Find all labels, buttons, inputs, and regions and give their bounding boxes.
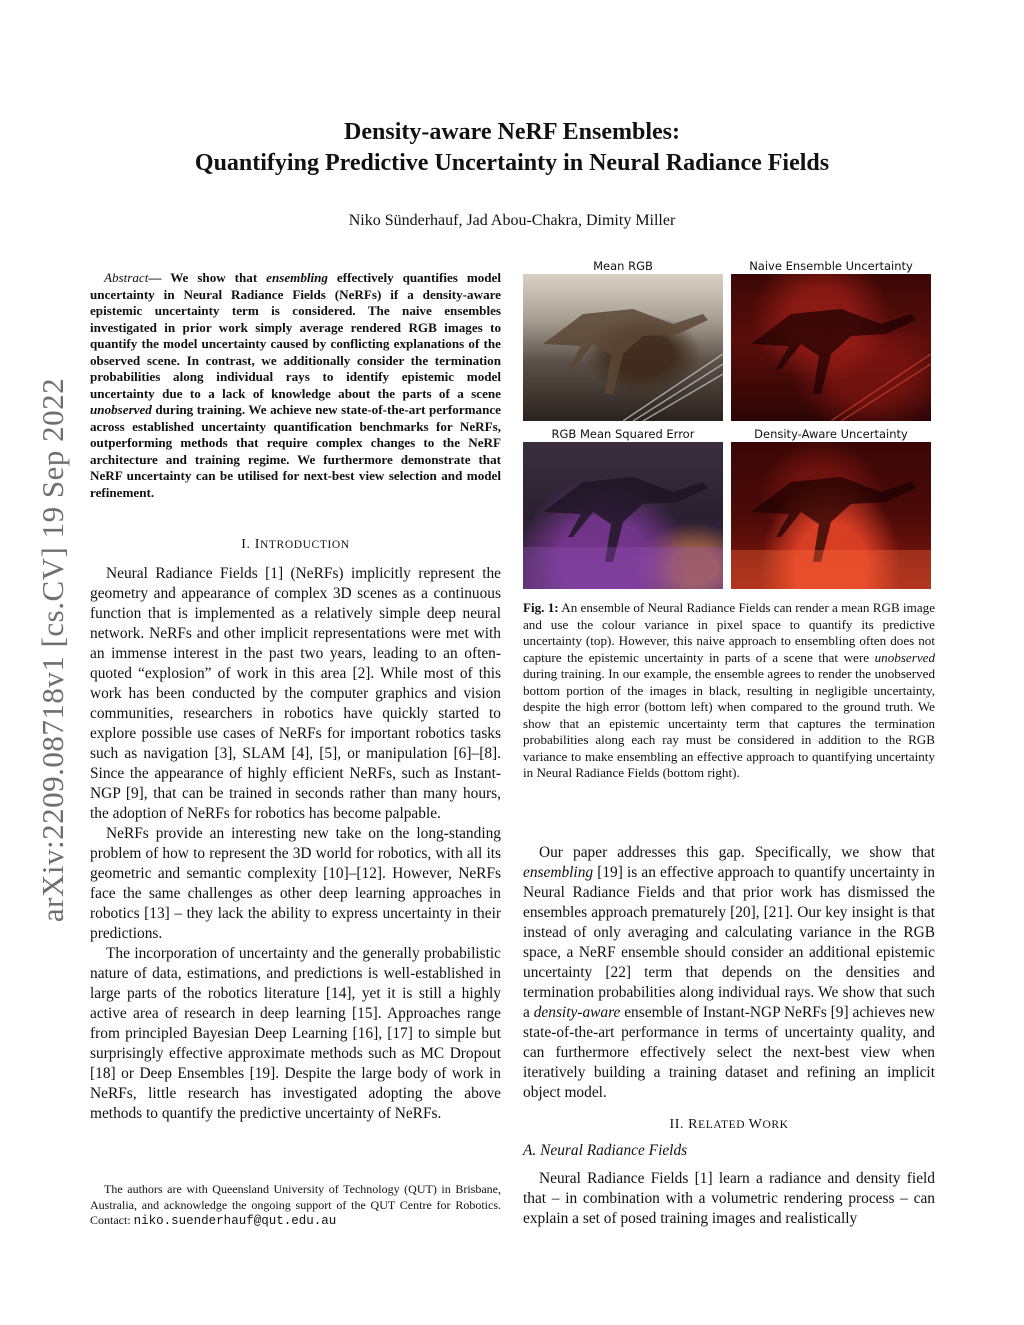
section-2-initial-1: R [688,1117,699,1132]
panel-rgb-mse [523,426,723,589]
panel-caption-density-aware: Density-Aware Uncertainty [754,427,908,441]
intro-paragraph-2: NeRFs provide an interesting new take on the long-standing problem of how to represent the 3D world for robotics, with all its geometric and semantic complexity [10]–[12]. However, NeRFs face the same challenges as other deep learning approaches in robotics [13] – they lack the ability to express uncertainty in their predictions. [90,825,501,942]
density-aware-uncertainty-image [731,442,931,589]
section-1-initial: I [254,537,261,552]
title-line-1: Density-aware NeRF Ensembles: [344,119,680,145]
intro-paragraph-3: The incorporation of uncertainty and the generally probabilistic nature of data, estimations, and predictions is well-established in large parts of the robotics literature [14], yet it is still a highly active area of research in deep learning [15]. Approaches range from principled Bayesian Deep Learning [16], [17] to simple but surprisingly effective approximate methods such as MC Dropout [18] or Deep Ensembles [19]. Despite the large body of work in NeRFs, little research has investigated adopting the above methods to quantify the predictive uncertainty of NeRFs. [90,945,501,1122]
rgb-mean-squared-error-image [523,442,723,589]
panel-mean-rgb [523,258,723,421]
abstract-text-1: We show that [170,270,267,285]
naive-ensemble-uncertainty-image [731,274,931,421]
contribution-emphasis-ensembling: ensembling [523,864,594,881]
title-line-2: Quantifying Predictive Uncertainty in Neural Radiance Fields [194,150,830,176]
paper-title [0,117,1024,179]
section-2-numeral: II. [669,1117,689,1132]
contribution-paragraph [523,843,935,1103]
abstract-emphasis-ensembling: ensembling [266,270,328,285]
related-work-body [523,1169,935,1229]
panel-caption-mean-rgb: Mean RGB [593,259,653,273]
figure-caption-emphasis: unobserved [874,649,935,665]
author-list: Niko Sünderhauf, Jad Abou-Chakra, Dimity Miller [348,212,676,229]
arxiv-stamp-text: arXiv:2209.08718v1 [cs.CV] 19 Sep 2022 [35,377,71,923]
figure-caption-text-1: An ensemble of Neural Radiance Fields can render a mean RGB image and use the colour variance in pixel space to quantify its predictive uncertainty (top). However, this naive approach to ensembling often does not capture the epistemic uncertainty in parts of a scene that were [523,600,935,665]
section-2-initial-2: W [748,1117,763,1132]
arxiv-identifier-stamp[interactable] [28,355,78,945]
section-heading-related-work [523,1117,935,1133]
footnote-text: The authors are with Queensland University of Technology (QUT) in Brisbane, Australia, and acknowledge the ongoing support of the QUT Centre for Robotics. Contact: [90,1182,501,1227]
contribution-text-3: ensemble of Instant-NGP NeRFs [9] achieves new state-of-the-art performance in terms of uncertainty quality, and can furthermore effectively select the next-best view when iteratively building a training dataset and refining an implicit object model. [523,1004,935,1101]
contact-email[interactable]: niko.suenderhauf@qut.edu.au [133,1214,337,1228]
subsection-heading-nerf: A. Neural Radiance Fields [523,1142,688,1159]
panel-naive-ensemble-uncertainty [731,258,931,421]
abstract-dash: — [148,270,171,285]
section-heading-introduction [90,537,501,553]
right-column-body [523,843,935,1103]
section-2-rest-1: ELATED [698,1119,749,1131]
abstract [90,270,501,501]
section-1-rest: NTRODUCTION [260,539,350,551]
figure-caption-text-2: during training. In our example, the ensemble agrees to render the unobserved bottom portion of the images in black, resulting in negligible uncertainty, despite the high error (bottom left) when compared to the ground truth. We show that an epistemic uncertainty term that captures the termination probabilities along each ray must be considered in addition to the RGB variance to make ensembling an effective approach to quantifying uncertainty in Neural Radiance Fields (bottom right). [523,666,935,780]
figure-1-caption [523,600,935,782]
related-work-paragraph-1: Neural Radiance Fields [1] learn a radiance and density field that – in combination with a volumetric rendering process – can explain a set of posed training images and realistically [523,1170,935,1227]
section-2-rest-2: ORK [762,1119,789,1131]
figure-1 [523,258,935,593]
panel-caption-naive-ensemble: Naive Ensemble Uncertainty [749,259,913,273]
contribution-emphasis-density-aware: density-aware [533,1004,621,1021]
contribution-text-1: Our paper addresses this gap. Specifically, we show that [539,844,935,861]
panel-caption-rgb-mse: RGB Mean Squared Error [551,427,695,441]
figure-label: Fig. 1: [523,600,559,615]
introduction-body [90,564,501,1124]
abstract-text-2: effectively quantifies model uncertainty in Neural Radiance Fields (NeRFs) if a density-aware epistemic uncertainty term is considered. The naive ensembles investigated in prior work simply average rendered RGB images to quantify the model uncertainty caused by conflicting explanations of the observed scene. In contrast, we additionally consider the termination probabilities along individual rays to identify epistemic model uncertainty due to a lack of knowledge about the parts of a scene [90,270,501,401]
intro-paragraph-1: Neural Radiance Fields [1] (NeRFs) implicitly represent the geometry and appearance of complex 3D scenes as a continuous function that is implemented as a relatively simple deep neural network. NeRFs and other implicit representations were met with an immense interest in the past two years, leading to an often-quoted “explosion” of work in this area [2]. While most of this work has been conducted by the computer graphics and vision communities, researchers in robotics have quickly started to explore possible use cases of NeRFs for important robotics tasks such as navigation [3], SLAM [4], [5], or manipulation [6]–[8]. Since the appearance of highly efficient NeRFs, such as Instant-NGP [9], that can be trained in seconds rather than many hours, the adoption of NeRFs for robotics has become palpable. [90,565,501,822]
section-1-numeral: I. [241,537,255,552]
author-footnote [90,1182,501,1230]
abstract-label: Abstract [104,270,149,285]
abstract-emphasis-unobserved: unobserved [90,402,152,417]
contribution-text-2: [19] is an effective approach to quantify uncertainty in Neural Radiance Fields and that prior work has dismissed the ensembles approach prematurely [20], [21]. Our key insight is that instead of only averaging and calculating variance in the RGB space, a NeRF ensemble should consider an additional epistemic uncertainty [22] term that depends on the densities and termination probabilities along individual rays. We show that such a [523,864,935,1021]
abstract-text-3: during training. We achieve new state-of-the-art performance across established uncertainty quantification benchmarks for NeRFs, outperforming methods that require complex changes to the NeRF architecture and training regime. We furthermore demonstrate that NeRF uncertainty can be utilised for next-best view selection and model refinement. [90,402,501,500]
panel-density-aware-uncertainty [731,426,931,589]
mean-rgb-image [523,274,723,421]
